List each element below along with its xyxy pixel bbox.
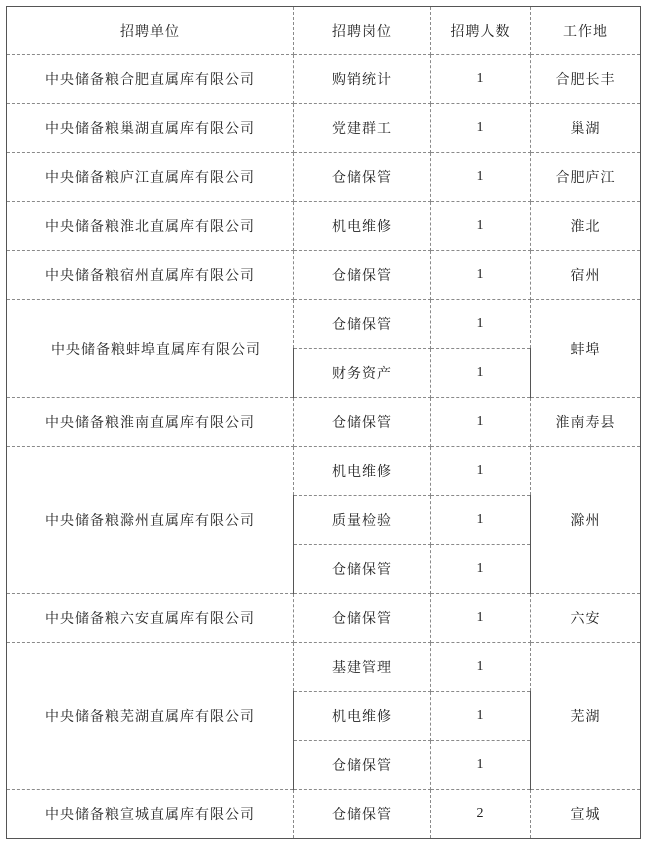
- unit-cell: 中央储备粮芜湖直属库有限公司: [7, 643, 294, 790]
- unit-cell: 中央储备粮淮南直属库有限公司: [7, 398, 294, 447]
- header-position: 招聘岗位: [294, 7, 431, 55]
- table-row: [7, 55, 641, 104]
- unit-cell: 中央储备粮宣城直属库有限公司: [7, 790, 294, 839]
- location-cell: 六安: [531, 594, 641, 643]
- table-header: [7, 7, 641, 55]
- position-cell: 仓储保管: [294, 300, 431, 349]
- position-cell: 购销统计: [294, 55, 431, 104]
- unit-cell: 中央储备粮合肥直属库有限公司: [7, 55, 294, 104]
- count-cell: 1: [431, 594, 531, 643]
- header-location: 工作地: [531, 7, 641, 55]
- table-row: [7, 153, 641, 202]
- recruitment-table: [6, 6, 641, 839]
- count-cell: 1: [431, 349, 531, 398]
- location-cell: 芜湖: [531, 643, 641, 790]
- position-cell: 仓储保管: [294, 251, 431, 300]
- table-row: [7, 202, 641, 251]
- location-cell: 滁州: [531, 447, 641, 594]
- unit-cell: 中央储备粮巢湖直属库有限公司: [7, 104, 294, 153]
- position-cell: 仓储保管: [294, 545, 431, 594]
- count-cell: 1: [431, 741, 531, 790]
- count-cell: 1: [431, 545, 531, 594]
- count-cell: 1: [431, 496, 531, 545]
- position-cell: 财务资产: [294, 349, 431, 398]
- unit-cell: 中央储备粮蚌埠直属库有限公司: [7, 300, 294, 398]
- header-unit: 招聘单位: [7, 7, 294, 55]
- position-cell: 机电维修: [294, 447, 431, 496]
- position-cell: 仓储保管: [294, 790, 431, 839]
- count-cell: 1: [431, 202, 531, 251]
- unit-cell: 中央储备粮宿州直属库有限公司: [7, 251, 294, 300]
- count-cell: 1: [431, 153, 531, 202]
- position-cell: 基建管理: [294, 643, 431, 692]
- position-cell: 仓储保管: [294, 741, 431, 790]
- position-cell: 仓储保管: [294, 153, 431, 202]
- header-row: [7, 7, 641, 55]
- table-row: [7, 790, 641, 839]
- table-row: [7, 447, 641, 496]
- count-cell: 1: [431, 643, 531, 692]
- count-cell: 2: [431, 790, 531, 839]
- count-cell: 1: [431, 55, 531, 104]
- location-cell: 淮北: [531, 202, 641, 251]
- table-row: [7, 643, 641, 692]
- position-cell: 仓储保管: [294, 398, 431, 447]
- table-row: [7, 398, 641, 447]
- unit-cell: 中央储备粮庐江直属库有限公司: [7, 153, 294, 202]
- unit-cell: 中央储备粮滁州直属库有限公司: [7, 447, 294, 594]
- location-cell: 蚌埠: [531, 300, 641, 398]
- count-cell: 1: [431, 447, 531, 496]
- count-cell: 1: [431, 692, 531, 741]
- position-cell: 党建群工: [294, 104, 431, 153]
- unit-cell: 中央储备粮六安直属库有限公司: [7, 594, 294, 643]
- header-count: 招聘人数: [431, 7, 531, 55]
- location-cell: 淮南寿县: [531, 398, 641, 447]
- count-cell: 1: [431, 300, 531, 349]
- table-row: [7, 104, 641, 153]
- table-row: [7, 594, 641, 643]
- location-cell: 宿州: [531, 251, 641, 300]
- position-cell: 机电维修: [294, 692, 431, 741]
- location-cell: 合肥长丰: [531, 55, 641, 104]
- location-cell: 合肥庐江: [531, 153, 641, 202]
- table-row: [7, 300, 641, 349]
- count-cell: 1: [431, 251, 531, 300]
- location-cell: 宣城: [531, 790, 641, 839]
- position-cell: 质量检验: [294, 496, 431, 545]
- count-cell: 1: [431, 104, 531, 153]
- table-body: [7, 55, 641, 839]
- table-row: [7, 251, 641, 300]
- location-cell: 巢湖: [531, 104, 641, 153]
- unit-cell: 中央储备粮淮北直属库有限公司: [7, 202, 294, 251]
- position-cell: 机电维修: [294, 202, 431, 251]
- position-cell: 仓储保管: [294, 594, 431, 643]
- count-cell: 1: [431, 398, 531, 447]
